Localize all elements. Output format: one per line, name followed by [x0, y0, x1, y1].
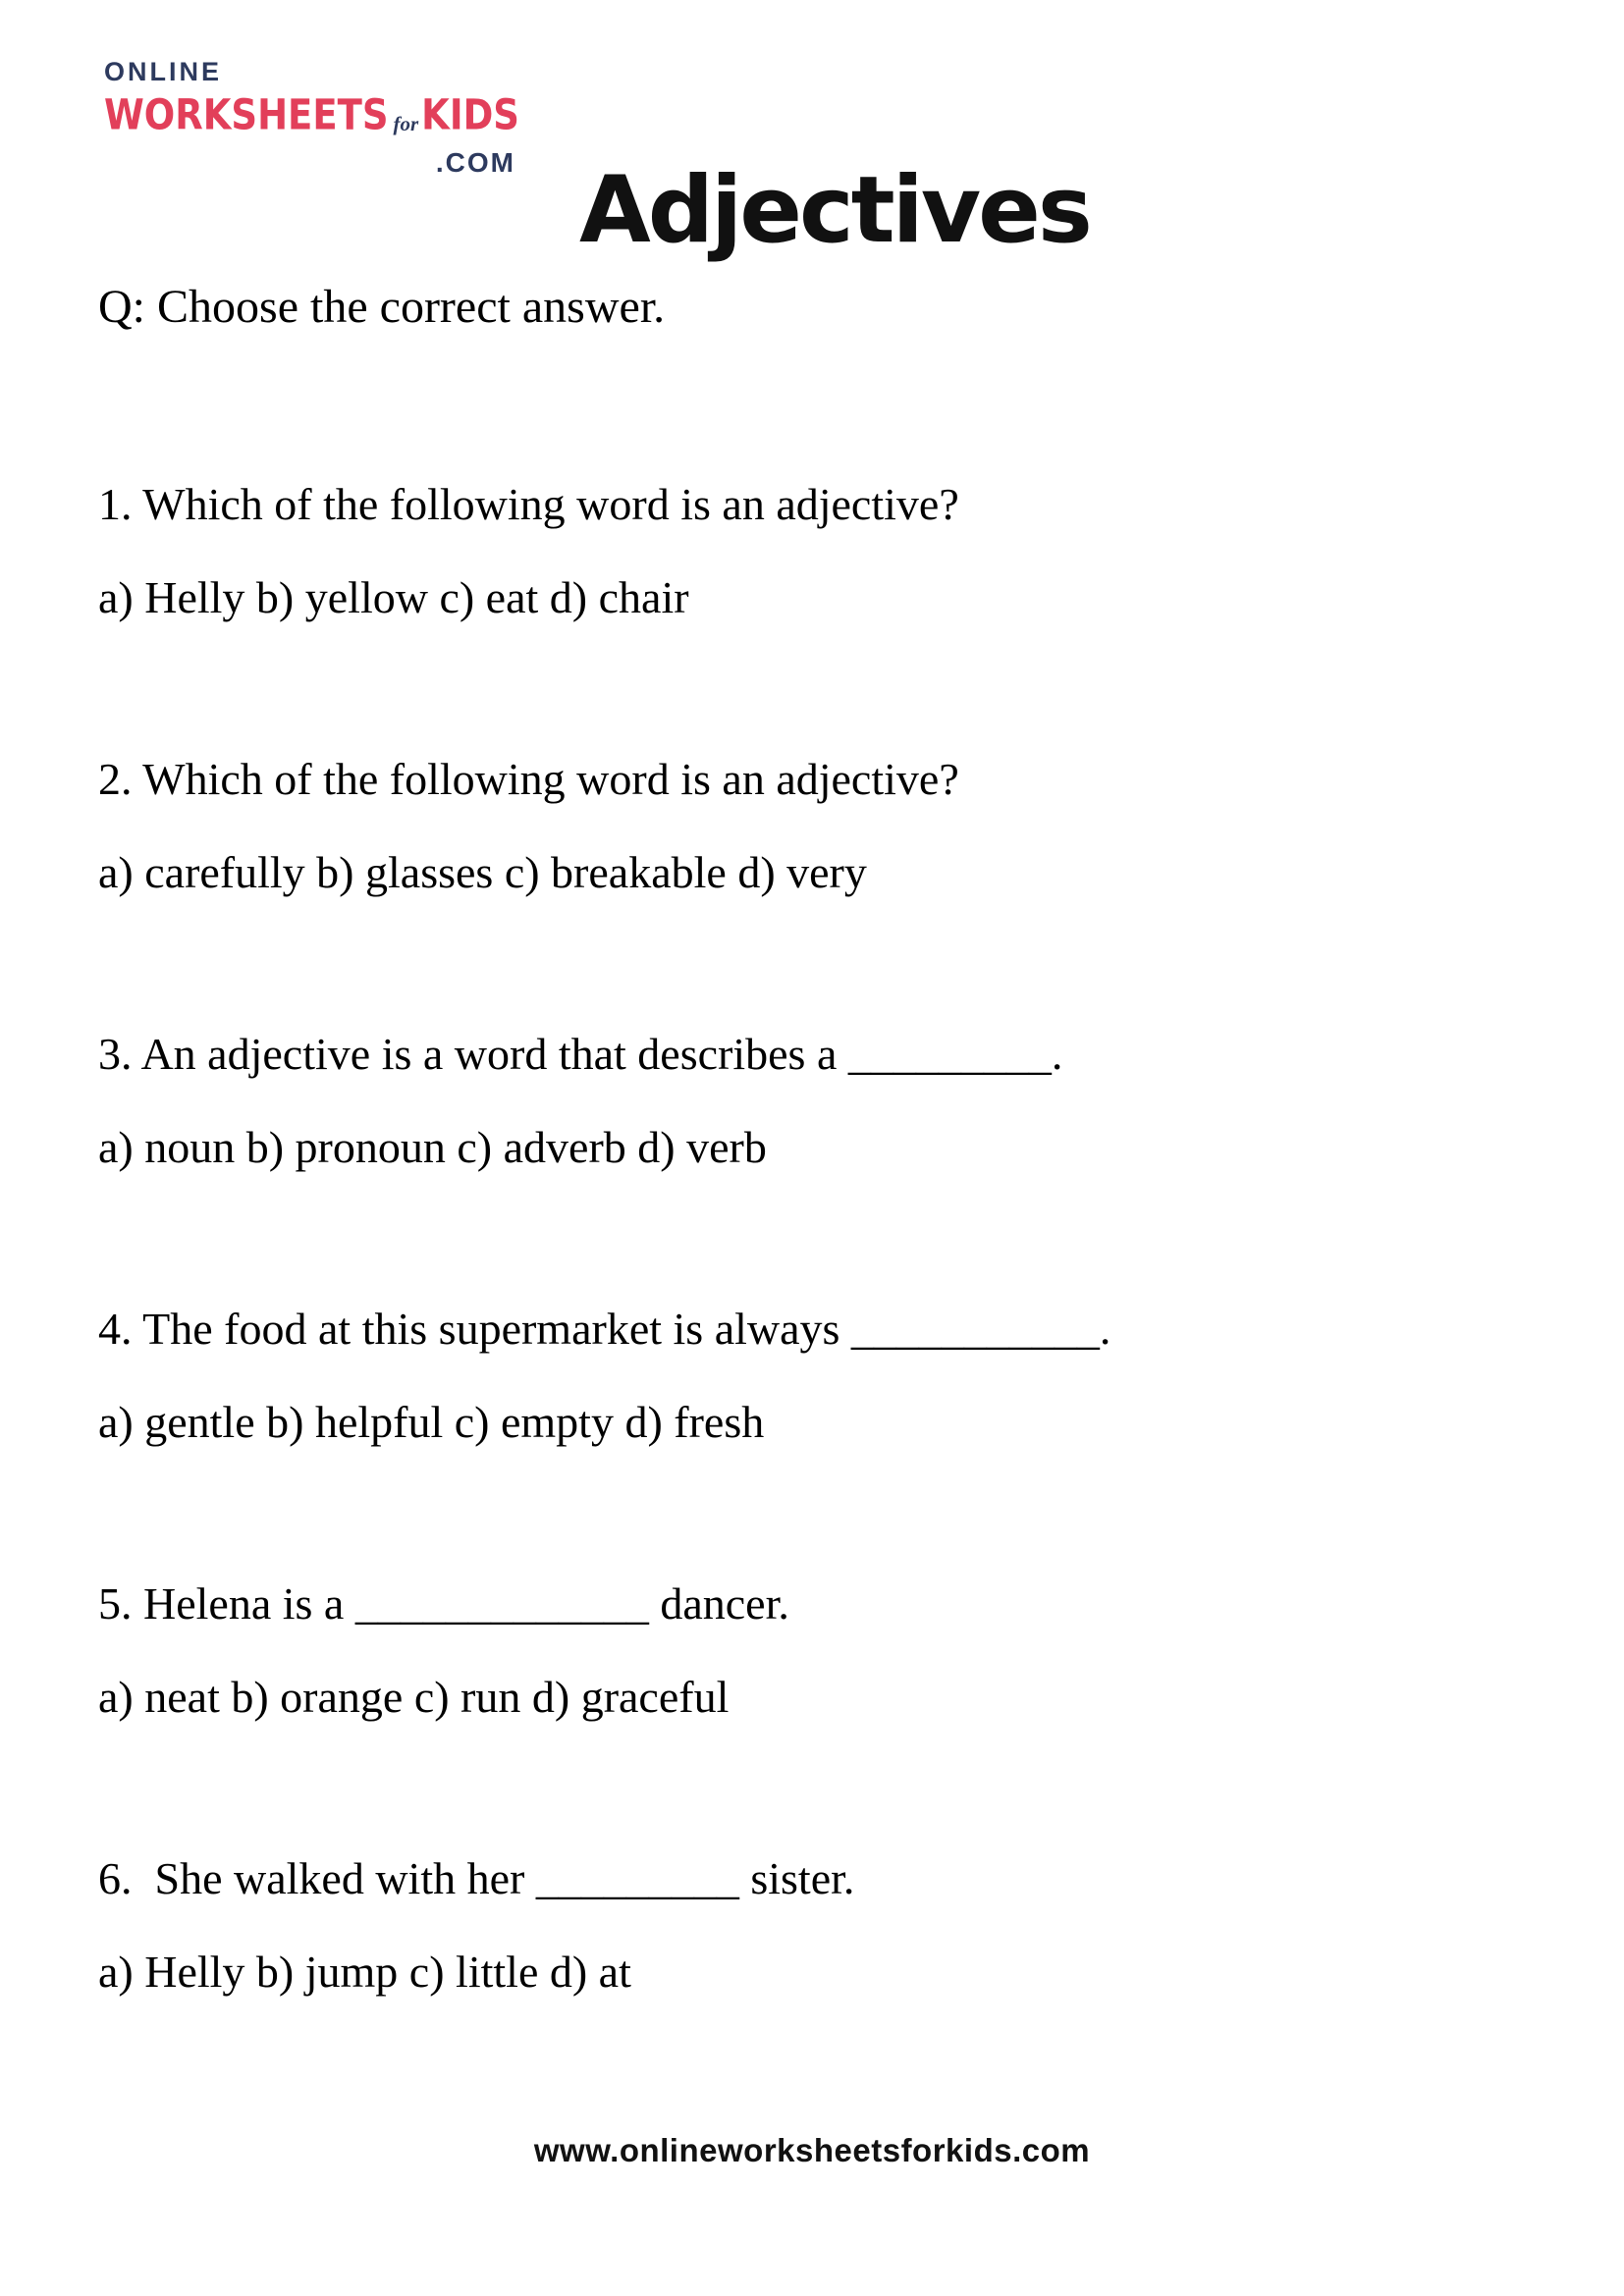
worksheet-content — [98, 278, 1532, 2123]
site-logo — [104, 57, 519, 179]
footer-url: www.onlineworksheetsforkids.com — [533, 2132, 1091, 2168]
question-3-prompt: 3. An adjective is a word that describes a _________. — [98, 1029, 1063, 1079]
question-5 — [98, 1574, 1532, 1728]
logo-com-text: .COM — [435, 147, 515, 178]
question-2-options: a) carefully b) glasses c) breakable d) very — [98, 847, 867, 897]
logo-worksheets-text: WORKSHEETS — [104, 90, 389, 139]
instruction-text: Q: Choose the correct answer. — [98, 281, 666, 333]
question-4-prompt: 4. The food at this supermarket is always ___________. — [98, 1304, 1111, 1354]
logo-kids-text: KIDS — [421, 90, 519, 139]
question-3 — [98, 1024, 1532, 1178]
question-1-prompt: 1. Which of the following word is an adjective? — [98, 479, 959, 529]
question-6 — [98, 1848, 1532, 2002]
question-6-prompt: 6. She walked with her _________ sister. — [98, 1853, 855, 1903]
question-4-options: a) gentle b) helpful c) empty d) fresh — [98, 1397, 765, 1447]
logo-for-text: for — [393, 112, 419, 135]
question-3-options: a) noun b) pronoun c) adverb d) verb — [98, 1122, 767, 1172]
question-2 — [98, 749, 1532, 903]
logo-online-text: ONLINE — [104, 57, 223, 86]
logo-main-text — [104, 90, 519, 139]
question-5-prompt: 5. Helena is a _____________ dancer. — [98, 1578, 789, 1629]
question-5-options: a) neat b) orange c) run d) graceful — [98, 1672, 730, 1722]
question-4 — [98, 1299, 1532, 1453]
question-2-prompt: 2. Which of the following word is an adjective? — [98, 754, 959, 804]
page-title: Adjectives — [579, 156, 1090, 264]
question-6-options: a) Helly b) jump c) little d) at — [98, 1947, 631, 1997]
question-1 — [98, 474, 1532, 628]
question-1-options: a) Helly b) yellow c) eat d) chair — [98, 572, 689, 622]
